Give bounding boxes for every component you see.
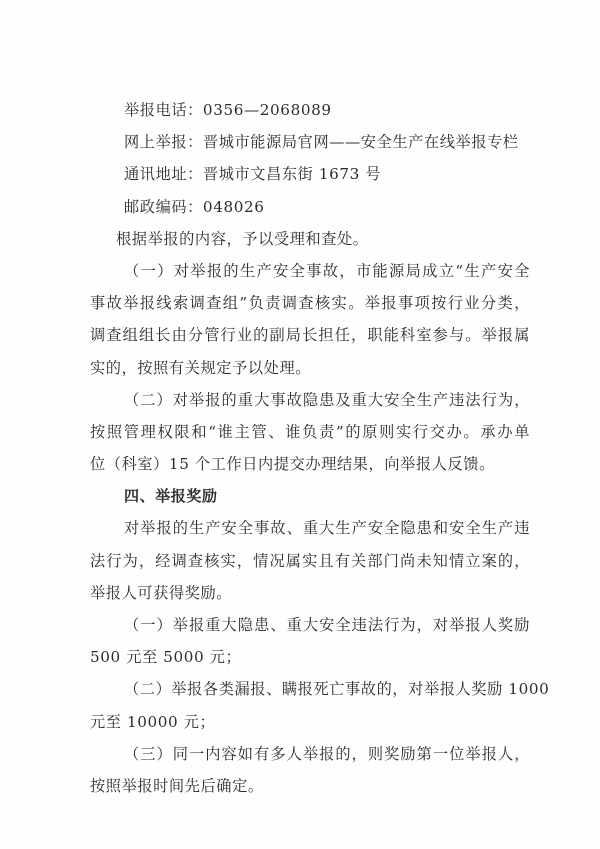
reward-item2-line: 元至 10000 元； — [90, 712, 216, 731]
reward-intro-line: 对举报的生产安全事故、重大生产安全隐患和安全生产违 — [124, 519, 530, 538]
reward-item3-line: 按照举报时间先后确定。 — [90, 776, 264, 795]
handling-item2-line: 按照管理权限和“谁主管、谁负责”的原则实行交办。承办单 — [90, 422, 530, 441]
contact-online: 网上举报：晋城市能源局官网——安全生产在线举报专栏 — [124, 133, 519, 152]
reward-item1-line: 500 元至 5000 元； — [90, 648, 242, 667]
reward-item3-line: （三）同一内容如有多人举报的，则奖励第一位举报人， — [124, 744, 530, 763]
handling-item1-line: （一）对举报的生产安全事故，市能源局成立“生产安全 — [124, 261, 530, 280]
reward-item1-line: （一）举报重大隐患、重大安全违法行为，对举报人奖励 — [124, 616, 530, 634]
reward-item2-line: （二）举报各类漏报、瞒报死亡事故的，对举报人奖励 1000 — [124, 680, 550, 699]
contact-address: 通讯地址：晋城市文昌东街 1673 号 — [124, 165, 382, 184]
handling-item1-line: 调查组组长由分管行业的副局长担任，职能科室参与。举报属 — [90, 326, 530, 345]
handling-item2-line: 位（科室）15 个工作日内提交办理结果，向举报人反馈。 — [90, 455, 495, 474]
handling-item2-line: （二）对举报的重大事故隐患及重大安全生产违法行为， — [124, 390, 530, 409]
handling-item1-line: 事故举报线索调查组”负责调查核实。举报事项按行业分类， — [90, 294, 530, 313]
reward-intro-line: 法行为，经调查核实，情况属实且有关部门尚未知情立案的， — [90, 551, 530, 570]
handling-intro: 根据举报的内容，予以受理和查处。 — [116, 229, 369, 248]
handling-item1-line: 实的，按照有关规定予以处理。 — [90, 358, 312, 377]
section-heading-reward: 四、举报奖励 — [124, 487, 218, 506]
reward-intro-line: 举报人可获得奖励。 — [90, 583, 233, 602]
document-body — [90, 94, 550, 802]
contact-phone: 举报电话：0356—2068089 — [124, 101, 332, 119]
contact-postcode: 邮政编码：048026 — [124, 197, 265, 216]
